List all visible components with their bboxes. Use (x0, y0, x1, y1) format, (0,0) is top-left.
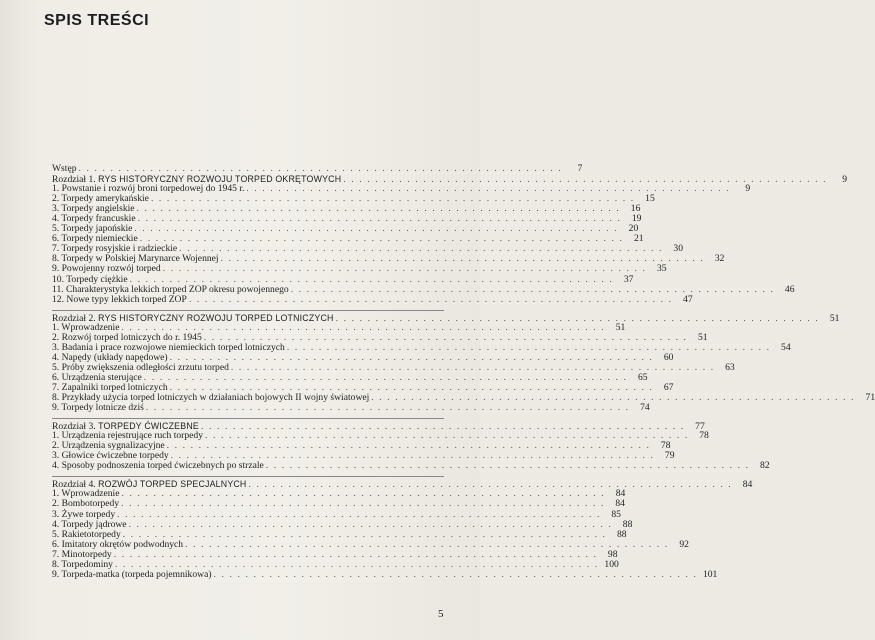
leader-dots (214, 570, 698, 580)
chapter-prefix: Rozdział 4. (52, 479, 96, 491)
toc-entry-label: 3. Żywe torpedy (52, 508, 116, 520)
chapter-prefix: Rozdział 2. (52, 312, 96, 324)
toc-entry-label: 4. Napędy (układy napędowe) (52, 351, 168, 363)
toc-entry-label: 4. Torpedy francuskie (52, 213, 136, 225)
toc-entry-row (52, 263, 667, 275)
toc-entry-label: 6. Torpedy niemieckie (52, 233, 138, 245)
toc-entry-page: 47 (683, 293, 693, 305)
toc-entry-page: 63 (725, 361, 735, 373)
toc-entry-label: 3. Głowice ćwiczebne torpedy (52, 450, 169, 462)
toc-entry-label: 5. Torpedy japońskie (52, 223, 133, 235)
page-number: 5 (438, 608, 444, 620)
toc-entry-label: 10. Torpedy ciężkie (52, 273, 128, 285)
toc-entry-page: 30 (673, 243, 683, 255)
chapter-page: 9 (842, 174, 848, 186)
chapter-list (52, 174, 875, 580)
toc-entry-label: 1. Wprowadzenie (52, 488, 120, 500)
toc-entry-label: 8. Torpedominy (52, 558, 113, 570)
toc-entry-label: 7. Torpedy rosyjskie i radzieckie (52, 243, 178, 255)
toc-entry-label: 9. Powojenny rozwój torped (52, 263, 161, 275)
toc-entry-row (52, 402, 650, 414)
chapter-page: 77 (695, 421, 705, 433)
toc-entry-page: 79 (664, 450, 675, 462)
chapter-gap (52, 471, 444, 475)
toc-entry-label: 2. Bombotorpedy (52, 498, 120, 510)
toc-entry-page: 74 (640, 402, 650, 414)
toc-entry-page: 78 (699, 430, 709, 442)
toc-entry-page: 35 (656, 263, 667, 275)
chapter-divider (52, 418, 444, 419)
toc-entry-row (52, 568, 718, 580)
toc-entry-page: 51 (615, 321, 626, 333)
chapter-divider (52, 476, 444, 477)
table-of-contents (52, 163, 875, 580)
toc-entry-page: 100 (604, 558, 619, 570)
toc-entry-page: 88 (622, 518, 633, 530)
toc-entry-label: 2. Urządzenia sygnalizacyjne (52, 440, 165, 452)
toc-entry-label: 5. Rakietotorpedy (52, 528, 121, 540)
toc-entry-label: 3. Torpedy angielskie (52, 203, 135, 215)
chapter-gap (52, 305, 444, 309)
chapter-prefix: Rozdział 1. (52, 174, 96, 186)
leader-dots (189, 295, 673, 305)
toc-entry-label: 4. Torpedy jądrowe (52, 518, 127, 530)
toc-entry-label: 9. Torpedy lotnicze dziś (52, 402, 144, 414)
toc-entry-page: 71 (865, 392, 875, 404)
toc-entry-page: 9 (745, 183, 751, 195)
leader-dots (79, 164, 563, 174)
chapter-heading: ROZWÓJ TORPED SPECJALNYCH (98, 479, 247, 490)
toc-entry-label: 7. Zapalniki torped lotniczych (52, 381, 168, 393)
toc-entry-page: 51 (697, 331, 708, 343)
toc-entry-page: 7 (577, 163, 583, 174)
toc-entry-label: 11. Charakterystyka lekkich torped ZOP okresu powojennego (52, 283, 289, 295)
chapter-heading: RYS HISTORYCZNY ROZWOJU TORPED OKRĘTOWYCH (98, 174, 342, 185)
toc-entry-label: 1. Urządzenia rejestrujące ruch torpedy (52, 430, 204, 442)
toc-entry-page: 15 (645, 193, 655, 205)
toc-entry-page: 16 (630, 203, 641, 215)
toc-entry-row (52, 293, 693, 305)
toc-entry-page: 82 (760, 460, 770, 472)
toc-intro-row (52, 163, 583, 174)
toc-entry-label: 8. Przykłady użycia torped lotniczych w działaniach bojowych II wojny światowej (52, 392, 370, 404)
toc-entry-label: 5. Próby zwiększenia odległości zrzutu torped (52, 361, 229, 373)
toc-entry-page: 84 (615, 498, 625, 510)
toc-entry-label: 4. Sposoby podnoszenia torped ćwiczebnych po strzale (52, 460, 264, 472)
toc-entry-page: 84 (615, 488, 626, 500)
toc-entry-page: 92 (679, 538, 689, 550)
leader-dots (266, 461, 750, 471)
toc-entry-page: 101 (702, 568, 718, 580)
toc-entry-page: 32 (714, 253, 725, 265)
toc-entry-page: 60 (663, 351, 674, 363)
toc-entry-page: 65 (637, 371, 648, 383)
toc-entry-page: 46 (784, 283, 795, 295)
toc-entry-page: 54 (781, 341, 791, 353)
toc-entry-row (52, 498, 625, 510)
toc-entry-page: 88 (616, 528, 627, 540)
toc-entry-label: 9. Torpeda-matka (torpeda pojemnikowa) (52, 568, 212, 580)
chapter-page: 84 (742, 479, 753, 491)
leader-dots (163, 264, 647, 274)
toc-entry-label: 6. Urządzenia sterujące (52, 371, 142, 383)
toc-entry-label: 2. Rozwój torped lotniczych do r. 1945 (52, 331, 202, 343)
toc-entry-page: 85 (611, 508, 621, 520)
toc-entry-label: 1. Powstanie i rozwój broni torpedowej do 1945 r. (52, 183, 245, 195)
chapter-gap (52, 413, 444, 417)
toc-entry-page: 67 (663, 381, 674, 393)
leader-dots (146, 403, 630, 413)
toc-entry-label: 7. Minotorpedy (52, 548, 112, 560)
chapter-heading: RYS HISTORYCZNY ROZWOJU TORPED LOTNICZYCH (98, 312, 334, 323)
toc-entry-page: 78 (660, 440, 671, 452)
chapter-prefix: Rozdział 3. (52, 421, 96, 433)
toc-entry-label: Wstęp (52, 163, 77, 174)
page-title: SPIS TREŚCI (44, 12, 150, 29)
chapter-heading: TORPEDY ĆWICZEBNE (98, 421, 199, 432)
toc-entry-page: 98 (607, 548, 618, 560)
toc-entry-page: 37 (623, 273, 634, 285)
leader-dots (121, 499, 605, 509)
toc-entry-page: 21 (633, 233, 644, 245)
chapter-page: 51 (829, 312, 840, 324)
toc-entry-label: 2. Torpedy amerykańskie (52, 193, 149, 205)
toc-entry-label: 12. Nowe typy lekkich torped ZOP (52, 293, 187, 305)
toc-entry-page: 20 (628, 223, 639, 235)
chapter-divider (52, 310, 444, 311)
toc-entry-label: 8. Torpedy w Polskiej Marynarce Wojennej (52, 253, 219, 265)
toc-entry-page: 19 (631, 213, 642, 225)
toc-entry-label: 6. Imitatory okrętów podwodnych (52, 538, 184, 550)
toc-entry-row (52, 460, 770, 472)
toc-entry-label: 1. Wprowadzenie (52, 321, 120, 333)
toc-entry-label: 3. Badania i prace rozwojowe niemieckich torped lotniczych (52, 341, 285, 353)
